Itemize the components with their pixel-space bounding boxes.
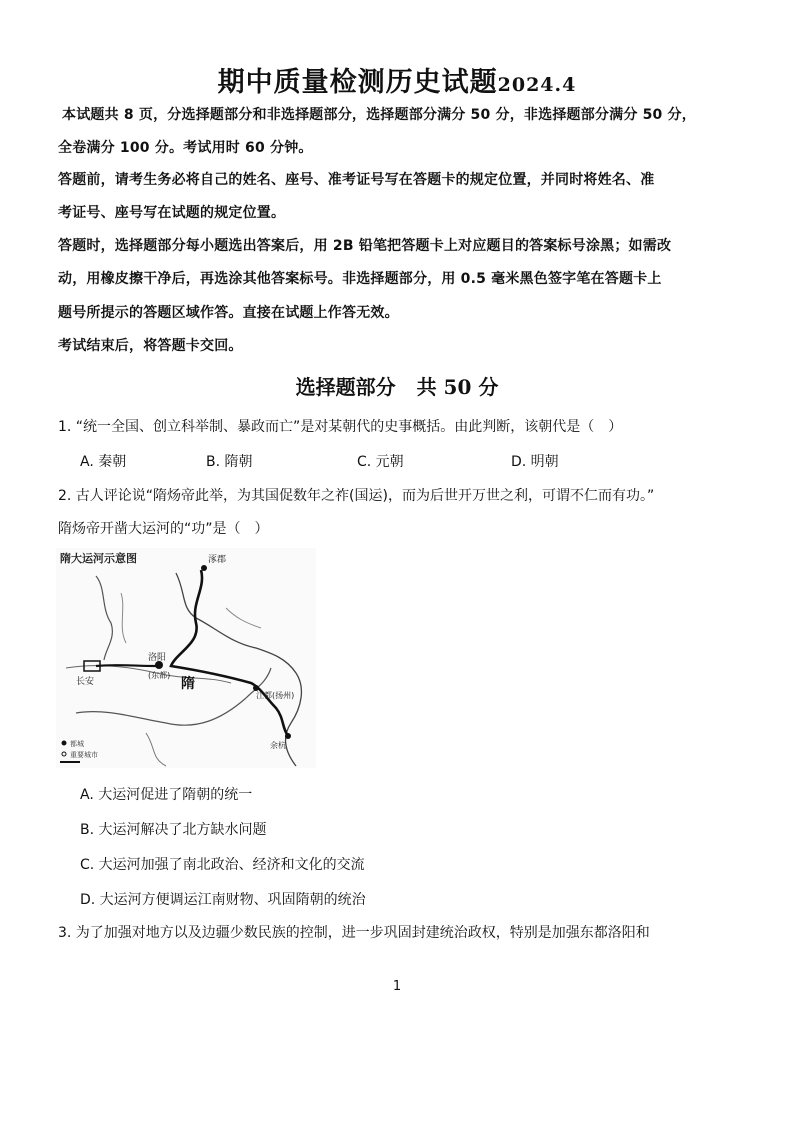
q2-option-a: A. 大运河促进了隋朝的统一 — [80, 787, 253, 803]
map-title: 隋大运河示意图 — [60, 552, 137, 565]
question-2-stem: 2. 古人评论说“隋炀帝此举，为其国促数年之祚(国运)，而为后世开万世之利，可谓不仁而有功。” — [58, 488, 655, 504]
question-1-stem: 1. “统一全国、创立科举制、暴政而亡”是对某朝代的史事概括。由此判断，该朝代是（ ） — [58, 419, 623, 435]
q2-option-b: B. 大运河解决了北方缺水问题 — [80, 822, 267, 838]
legend-capital: 都城 — [70, 740, 84, 748]
grand-canal-map — [56, 548, 316, 768]
question-3-stem: 3. 为了加强对地方以及边疆少数民族的控制，进一步巩固封建统治政权，特别是加强东都洛阳和 — [58, 925, 650, 941]
page-title — [0, 60, 794, 99]
q1-option-b: B. 隋朝 — [206, 454, 253, 470]
q1-option-d: D. 明朝 — [511, 454, 559, 470]
page-number: 1 — [392, 979, 402, 994]
instruction-line: 本试题共 8 页，分选择题部分和非选择题部分，选择题部分满分 50 分，非选择题部分满分 50 分， — [62, 107, 696, 123]
instruction-line: 答题前，请考生务必将自己的姓名、座号、准考证号写在答题卡的规定位置，并同时将姓名、准 — [58, 172, 655, 188]
label-zhuojun: 涿郡 — [208, 555, 227, 565]
label-sui: 隋 — [181, 676, 195, 692]
title-year: 2024.4 — [497, 74, 577, 96]
label-changan: 长安 — [76, 677, 95, 687]
legend-city: 重要城市 — [70, 751, 98, 759]
section-title: 选择题部分 — [295, 375, 396, 399]
label-jiangdu: 江都(扬州) — [256, 691, 295, 700]
instruction-line: 考证号、座号写在试题的规定位置。 — [58, 205, 286, 221]
q2-option-c: C. 大运河加强了南北政治、经济和文化的交流 — [80, 857, 365, 873]
label-dongdu: (东都) — [148, 671, 171, 680]
section-score: 共 50 分 — [416, 375, 499, 399]
q1-option-a: A. 秦朝 — [80, 454, 127, 470]
label-yuhang: 余杭 — [270, 741, 286, 750]
instruction-line: 考试结束后，将答题卡交回。 — [58, 338, 243, 354]
label-luoyang: 洛阳 — [148, 653, 167, 663]
question-2-stem-cont: 隋炀帝开凿大运河的“功”是（ ） — [58, 521, 269, 537]
instruction-line: 题号所提示的答题区域作答。直接在试题上作答无效。 — [58, 305, 399, 321]
q2-option-d: D. 大运河方便调运江南财物、巩固隋朝的统治 — [80, 892, 366, 908]
q1-option-c: C. 元朝 — [357, 454, 404, 470]
instruction-line: 答题时，选择题部分每小题选出答案后，用 2B 铅笔把答题卡上对应题目的答案标号涂黑；如需改 — [58, 238, 672, 254]
section-heading — [0, 371, 794, 400]
title-text: 期中质量检测历史试题 — [217, 67, 498, 98]
instruction-line: 全卷满分 100 分。考试用时 60 分钟。 — [58, 140, 313, 156]
instruction-line: 动，用橡皮擦干净后，再选涂其他答案标号。非选择题部分，用 0.5 毫米黑色签字笔在答题卡上 — [58, 271, 662, 287]
map-illustration — [56, 548, 316, 768]
